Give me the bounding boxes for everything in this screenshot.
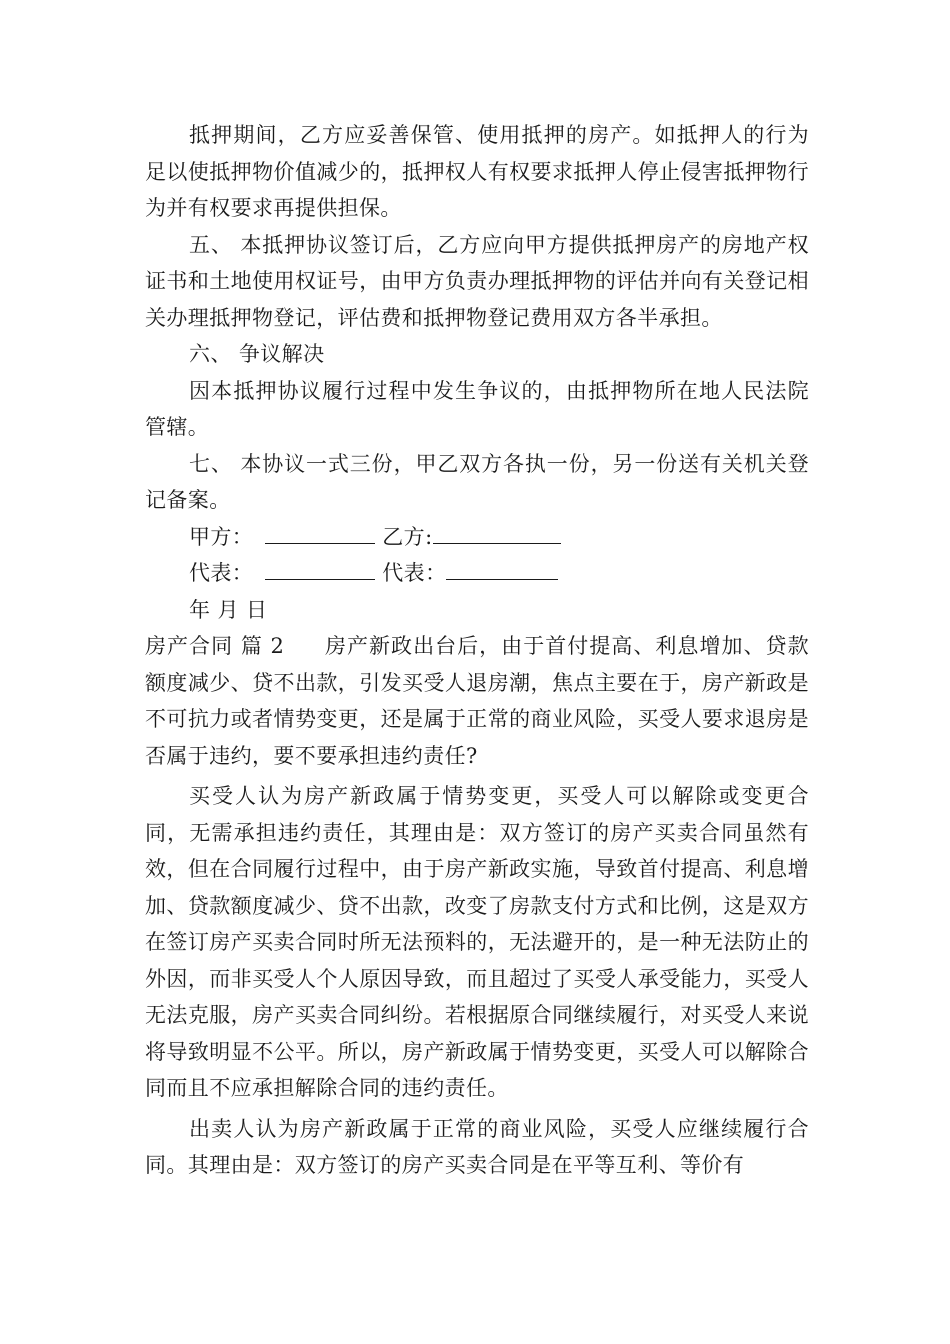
paragraph-clause-6-heading: 六、 争议解决 [189, 342, 325, 366]
party-a-blank [265, 522, 375, 544]
paragraph-buyer-view: 买受人认为房产新政属于情势变更，买受人可以解除或变更合同，无需承担违约责任，其理由是：双方签订的房产买卖合同虽然有效，但在合同履行过程中，由于房产新政实施，导致首付提高、利息增加、贷款额度减少、贷不出款，改变了房款支付方式和比例，这是双方在签订房产买卖合同时所无法预料的，无法避开的，是一种无法防止的外因，而非买受人个人原因导致，而且超过了买受人承受能力，买受人无法克服，房产买卖合同纠纷。若根据原合同继续履行，对买受人来说将导致明显不公平。所以，房产新政属于情势变更，买受人可以解除合同而且不应承担解除合同的违约责任。 [145, 784, 809, 1100]
section-2-heading: 房产合同 篇 2 [145, 634, 285, 658]
party-b-label: 乙方: [382, 524, 433, 549]
rep-a-label: 代表： [189, 561, 254, 585]
section-2-intro [145, 628, 809, 774]
document-page [145, 117, 809, 1184]
paragraph-dispute-resolution: 因本抵押协议履行过程中发生争议的，由抵押物所在地人民法院管辖。 [145, 378, 809, 439]
party-a-label: 甲方： [189, 524, 254, 549]
party-b-blank [433, 522, 561, 544]
paragraph-mortgage-custody: 抵押期间，乙方应妥善保管、使用抵押的房产。如抵押人的行为足以使抵押物价值减少的，抵押权人有权要求抵押人停止侵害抵押物行为并有权要求再提供担保。 [145, 123, 809, 220]
rep-b-label: 代表： [382, 561, 447, 585]
section-2-intro-text: 房产新政出台后，由于首付提高、利息增加、贷款额度减少、贷不出款，引发买受人退房潮，焦点主要在于，房产新政是不可抗力或者情势变更，还是属于正常的商业风险，买受人要求退房是否属于违约，要不要承担违约责任? [145, 634, 809, 768]
paragraph-seller-view: 出卖人认为房产新政属于正常的商业风险，买受人应继续履行合同。其理由是：双方签订的房产买卖合同是在平等互利、等价有 [145, 1116, 809, 1177]
date-line: 年 月 日 [189, 597, 268, 622]
paragraph-clause-7: 七、 本协议一式三份，甲乙双方各执一份，另一份送有关机关登记备案。 [145, 451, 809, 512]
signature-line-parties [145, 519, 809, 556]
rep-b-blank [446, 558, 558, 580]
paragraph-clause-5: 五、 本抵押协议签订后，乙方应向甲方提供抵押房产的房地产权证书和土地使用权证号，由甲方负责办理抵押物的评估并向有关登记相关办理抵押物登记，评估费和抵押物登记费用双方各半承担。 [145, 232, 809, 330]
signature-line-representatives [145, 555, 809, 592]
rep-a-blank [265, 558, 375, 580]
